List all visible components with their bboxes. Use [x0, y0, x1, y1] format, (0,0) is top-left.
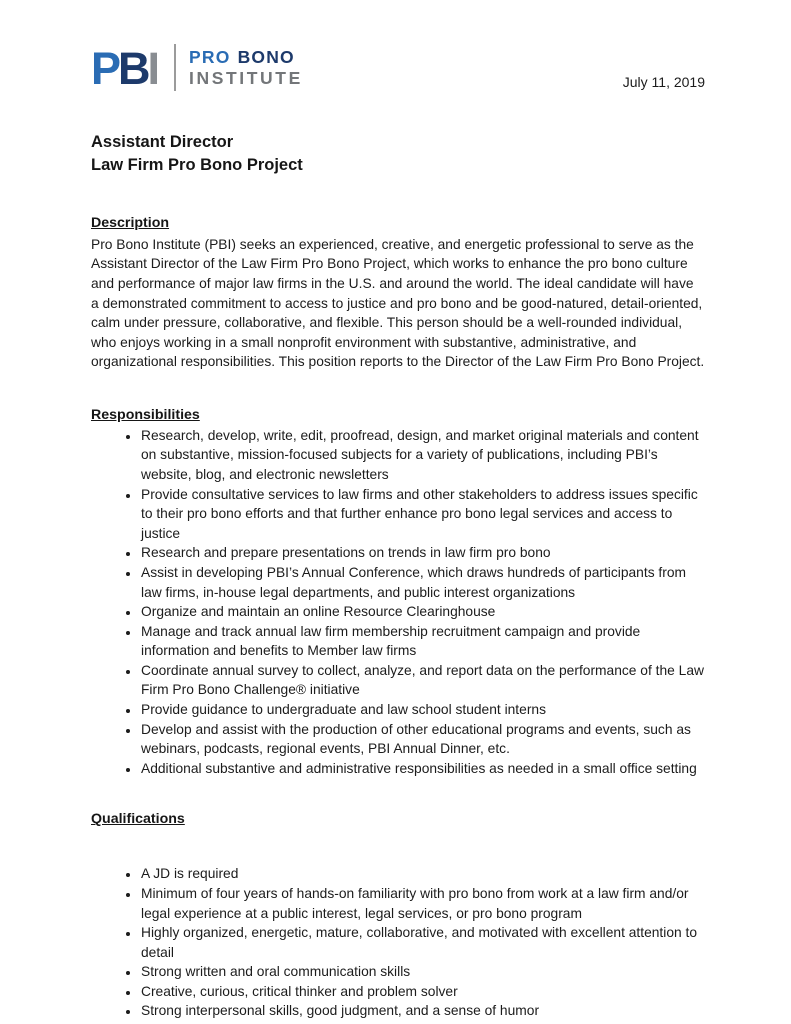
logo-letter-p: P [91, 43, 119, 94]
list-item: • Highly organized, energetic, mature, collaborative, and motivated with excellent attention to detail [140, 923, 705, 962]
qualifications-heading: Qualifications [91, 811, 185, 828]
document-date: July 11, 2019 [622, 74, 705, 90]
list-item: • Coordinate annual survey to collect, analyze, and report data on the performance of the Law Firm Pro Bono Challenge® initiative [140, 661, 705, 700]
list-item: • Assist in developing PBI’s Annual Conference, which draws hundreds of participants from law firms, in-house legal departments, and public interest organizations [140, 563, 705, 602]
list-item: • Research, develop, write, edit, proofread, design, and market original materials and content on substantive, mission-focused subjects for a variety of publications, including PBI’s website, blog, and electronic newsletters [140, 426, 705, 485]
wordmark-institute: INSTITUTE [189, 67, 303, 88]
qualifications-list [91, 864, 705, 1021]
job-title [91, 131, 705, 178]
wordmark-bono: BONO [237, 46, 295, 67]
wordmark-line-pro-bono [189, 47, 303, 68]
responsibilities-heading: Responsibilities [91, 406, 200, 423]
list-item: • Strong written and oral communication skills [140, 962, 705, 982]
list-item: • Provide consultative services to law firms and other stakeholders to address issues specific to their pro bono efforts and that further enhance pro bono legal services and access to justice [140, 485, 705, 544]
description-paragraph: Pro Bono Institute (PBI) seeks an experienced, creative, and energetic professional to serve as the Assistant Director of the Law Firm Pro Bono Project, which works to enhance the pro bono culture and performance of major law firms in the U.S. and around the world. The ideal candidate will have a demonstrated commitment to access to justice and pro bono and be good-natured, detail-oriented, calm under pressure, collaborative, and flexible. This person should be a well-rounded individual, who enjoys working in a small nonprofit environment with substantive, administrative, and organizational responsibilities. This position reports to the Director of the Law Firm Pro Bono Project. [91, 236, 705, 370]
logo-letter-i: I [147, 43, 158, 94]
list-item: • Organize and maintain an online Resource Clearinghouse [140, 602, 705, 622]
logo-divider [174, 44, 176, 91]
pbi-logo [91, 44, 303, 93]
list-item: • A JD is required [140, 864, 705, 884]
wordmark-pro: PRO [189, 46, 231, 67]
list-item: • Strong interpersonal skills, good judgment, and a sense of humor [140, 1001, 705, 1021]
list-item: • Additional substantive and administrative responsibilities as needed in a small office setting [140, 759, 705, 779]
list-item: • Minimum of four years of hands-on familiarity with pro bono from work at a law firm and/or legal experience at a public interest, legal services, or pro bono program [140, 884, 705, 923]
pbi-logo-monogram [91, 43, 160, 94]
description-heading: Description [91, 214, 170, 231]
section-qualifications [91, 810, 705, 1021]
job-title-line1: Assistant Director [91, 133, 234, 151]
job-title-line2: Law Firm Pro Bono Project [91, 156, 303, 175]
list-item: • Creative, curious, critical thinker and problem solver [140, 982, 705, 1002]
section-responsibilities [91, 406, 705, 779]
section-description [91, 214, 705, 372]
document-header [91, 44, 705, 93]
logo-letter-b: B [118, 43, 148, 94]
pbi-logo-wordmark [189, 47, 303, 90]
list-item: • Develop and assist with the production of other educational programs and events, such as webinars, podcasts, regional events, PBI Annual Dinner, etc. [140, 720, 705, 759]
responsibilities-list [91, 426, 705, 779]
list-item: • Research and prepare presentations on trends in law firm pro bono [140, 543, 705, 563]
list-item: • Manage and track annual law firm membership recruitment campaign and provide information and benefits to Member law firms [140, 622, 705, 661]
list-item: • Provide guidance to undergraduate and law school student interns [140, 700, 705, 720]
